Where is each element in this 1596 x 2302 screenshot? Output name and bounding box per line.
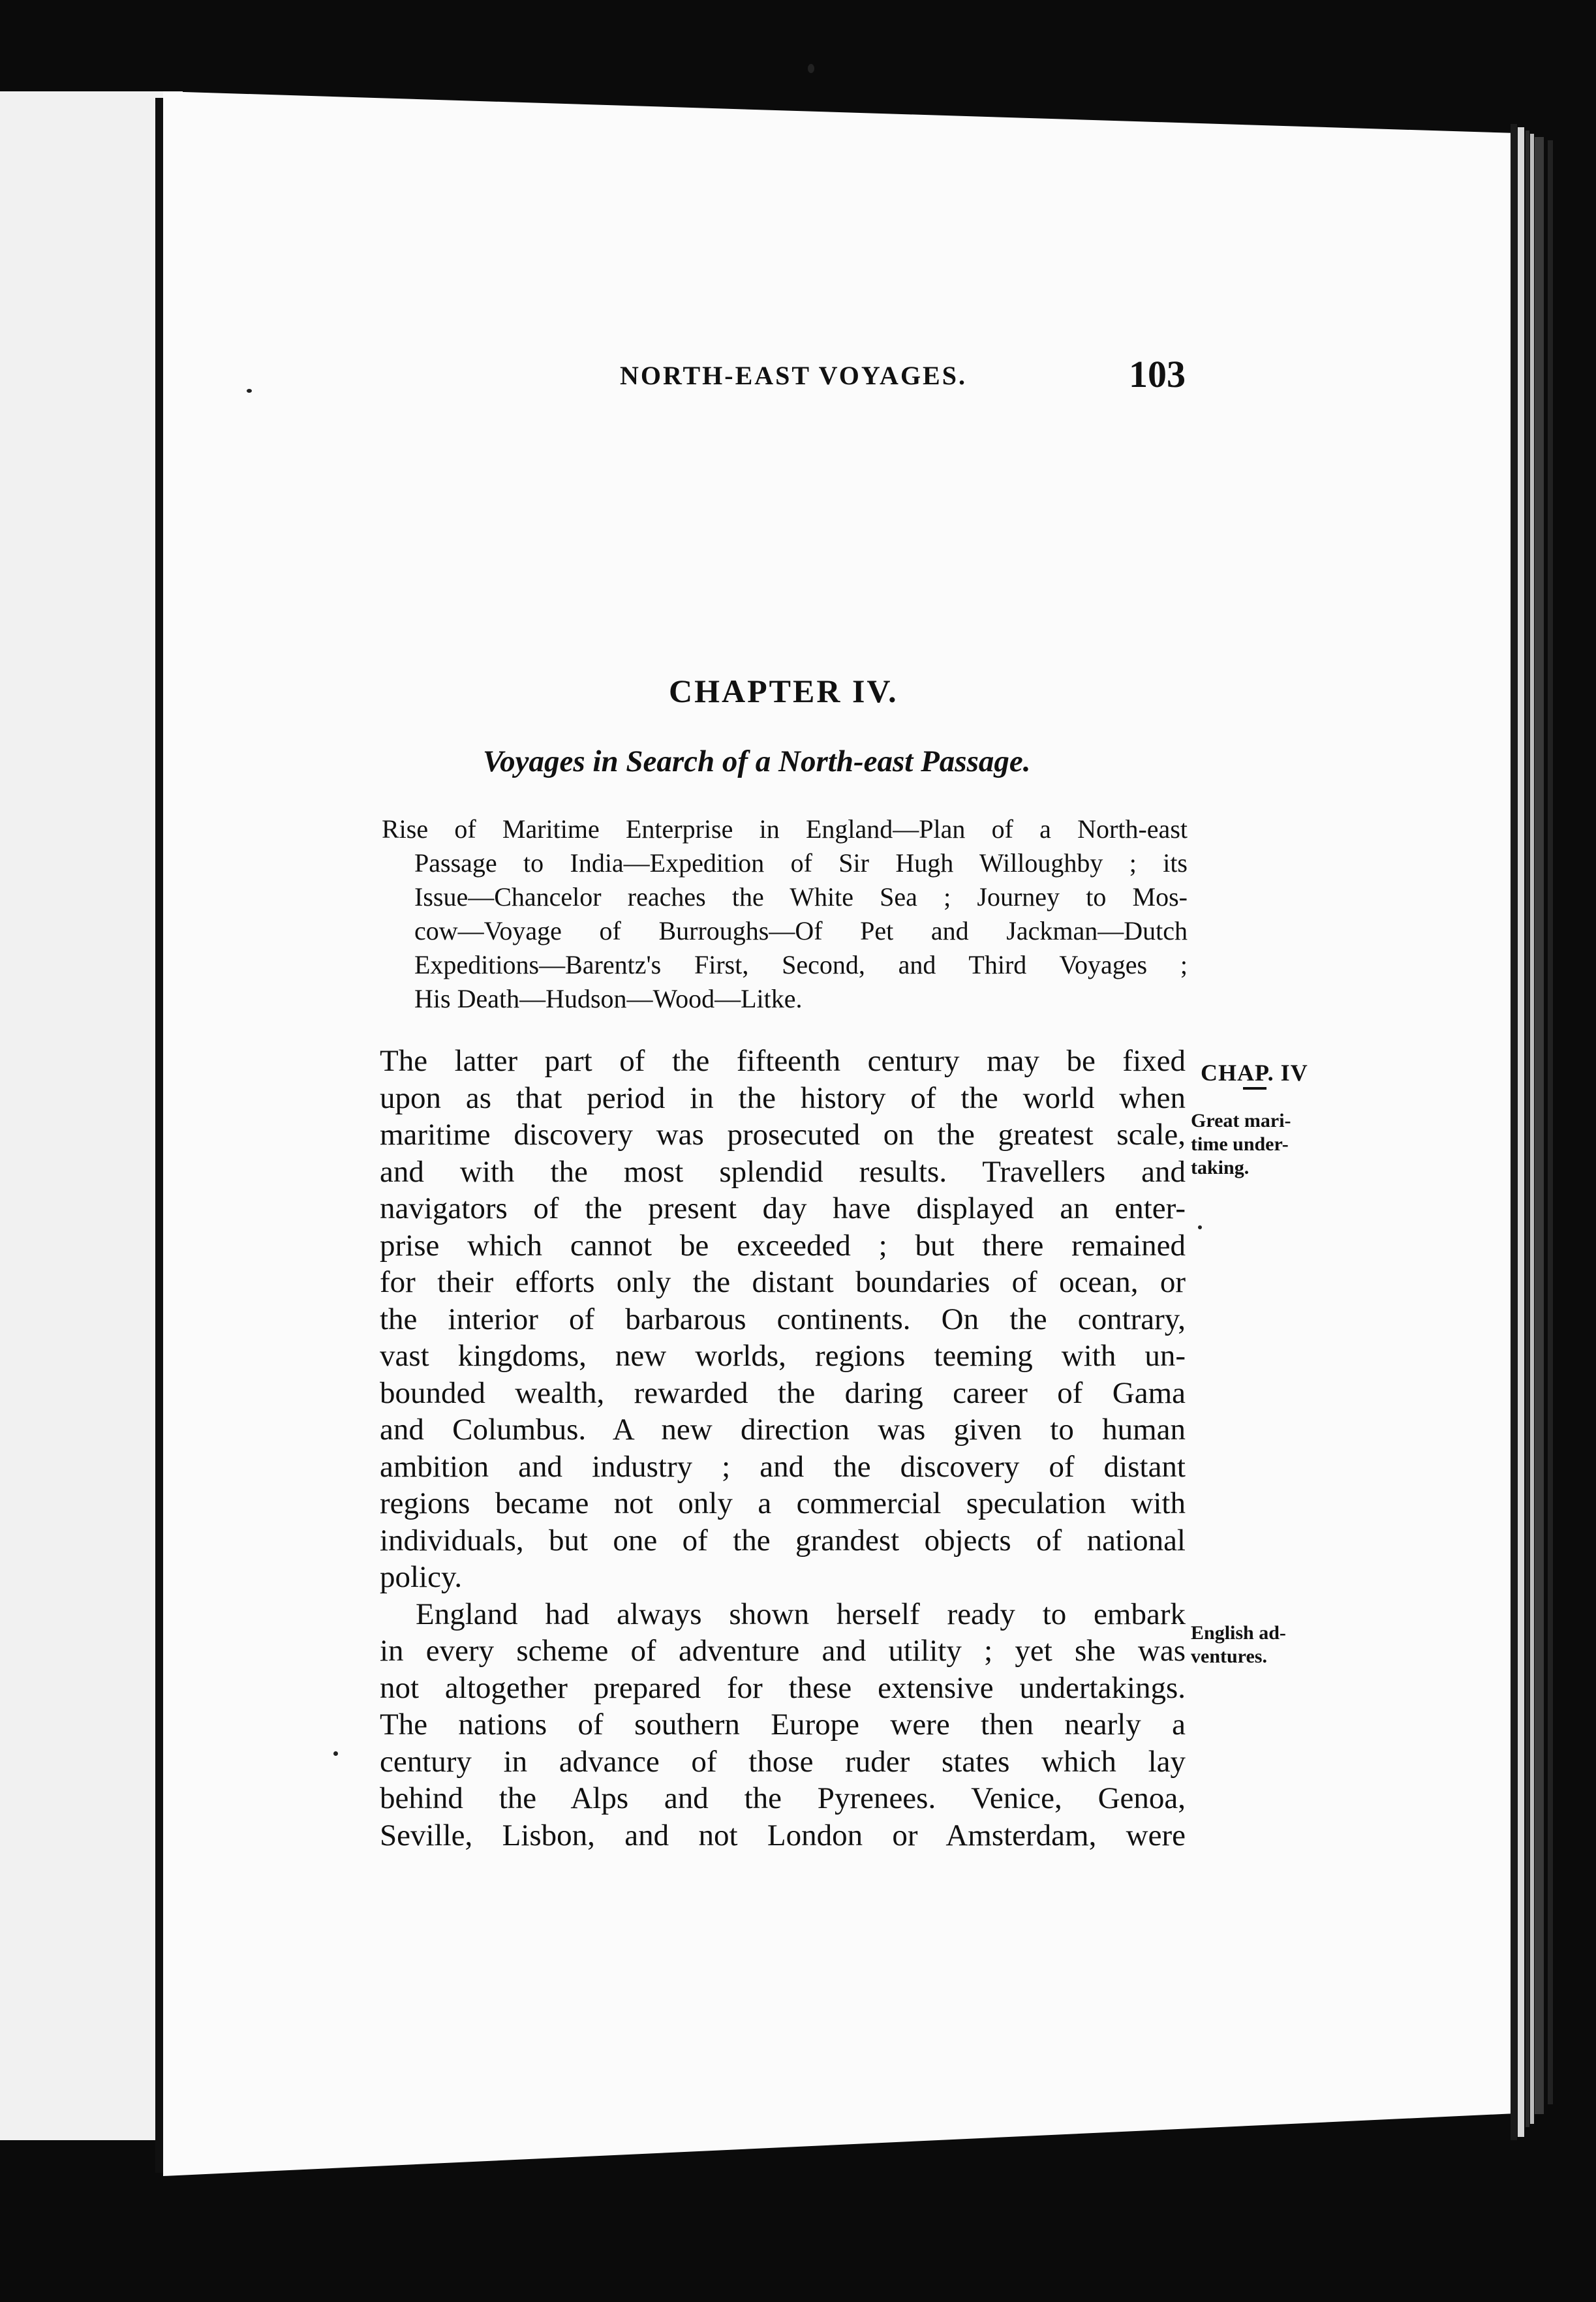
body-line: ambition and industry ; and the discovery of distant <box>380 1449 1186 1484</box>
chapter-synopsis <box>382 812 1188 1016</box>
margin-note-rule <box>1243 1087 1266 1090</box>
synopsis-line: His Death—Hudson—Wood—Litke. <box>414 984 803 1013</box>
body-line: regions became not only a commercial speculation with <box>380 1486 1186 1520</box>
synopsis-line: Issue—Chancelor reaches the White Sea ; Journey to Mos- <box>414 882 1188 912</box>
ink-speck <box>808 64 814 73</box>
synopsis-line: Passage to India—Expedition of Sir Hugh Willoughby ; its <box>414 848 1188 878</box>
ink-speck <box>1198 1225 1202 1229</box>
body-line: and with the most splendid results. Travellers and <box>380 1154 1186 1189</box>
body-line: behind the Alps and the Pyrenees. Venice, Genoa, <box>380 1781 1186 1815</box>
ink-speck <box>247 389 252 393</box>
body-line: The nations of southern Europe were then nearly a <box>380 1708 1186 1742</box>
chapter-title: CHAPTER IV. <box>669 673 898 709</box>
margin-note-line: ventures. <box>1191 1646 1267 1667</box>
synopsis-line: cow—Voyage of Burroughs—Of Pet and Jackman—Dutch <box>414 916 1188 945</box>
page-edge <box>1530 134 1534 2124</box>
running-head: NORTH-EAST VOYAGES. <box>620 361 967 390</box>
body-line: the interior of barbarous continents. On the contrary, <box>380 1302 1186 1336</box>
page-edge <box>1518 127 1524 2137</box>
body-text <box>380 1043 1186 1854</box>
margin-note-line: taking. <box>1191 1157 1250 1178</box>
chapter-subtitle: Voyages in Search of a North-east Passage. <box>483 744 1031 778</box>
body-line: England had always shown herself ready to embark <box>416 1597 1186 1631</box>
body-line: Seville, Lisbon, and not London or Amsterdam, were <box>380 1818 1186 1852</box>
body-line: in every scheme of adventure and utility ; yet she was <box>380 1634 1186 1668</box>
margin-note-line: time under- <box>1191 1133 1289 1155</box>
page-number: 103 <box>1129 353 1186 395</box>
ink-speck <box>333 1751 338 1756</box>
page-edge <box>1511 124 1517 2140</box>
body-line: bounded wealth, rewarded the daring career of Gama <box>380 1375 1186 1410</box>
margin-note-chapter: CHAP. IV <box>1201 1060 1308 1086</box>
synopsis-line: Rise of Maritime Enterprise in England—Plan of a North-east <box>382 814 1188 844</box>
body-line: individuals, but one of the grandest objects of national <box>380 1523 1186 1558</box>
margin-note-line: Great mari- <box>1191 1110 1291 1131</box>
body-line: for their efforts only the distant boundaries of ocean, or <box>380 1265 1186 1299</box>
body-line: policy. <box>380 1560 463 1594</box>
margin-note-great-maritime <box>1191 1109 1334 1180</box>
body-line: The latter part of the fifteenth century may be fixed <box>380 1044 1186 1078</box>
body-line: not altogether prepared for these extensive undertakings. <box>380 1670 1186 1705</box>
synopsis-line: Expeditions—Barentz's First, Second, and Third Voyages ; <box>414 950 1188 979</box>
page-edge <box>1535 137 1544 2114</box>
body-line: navigators of the present day have displayed an enter- <box>380 1191 1186 1225</box>
body-line: prise which cannot be exceeded ; but there remained <box>380 1228 1186 1263</box>
margin-note-english-adventures <box>1191 1621 1334 1668</box>
margin-note-line: English ad- <box>1191 1622 1286 1644</box>
body-line: maritime discovery was prosecuted on the greatest scale, <box>380 1118 1186 1152</box>
page-edge <box>1548 140 1553 2104</box>
body-line: vast kingdoms, new worlds, regions teeming with un- <box>380 1339 1186 1373</box>
body-line: century in advance of those ruder states which lay <box>380 1744 1186 1779</box>
page-edge <box>1526 130 1529 2127</box>
body-line: upon as that period in the history of the world when <box>380 1081 1186 1115</box>
body-line: and Columbus. A new direction was given to human <box>380 1413 1186 1447</box>
